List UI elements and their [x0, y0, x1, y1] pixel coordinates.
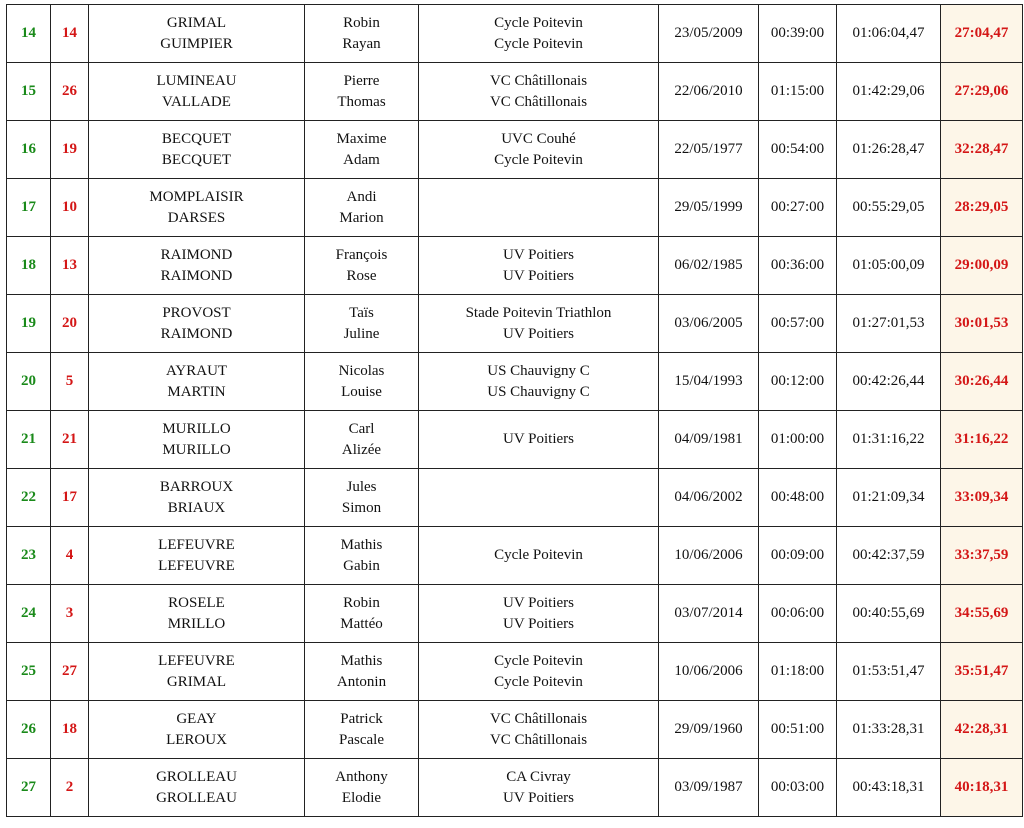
- clubs-cell: [419, 469, 659, 527]
- date-cell: 03/07/2014: [659, 585, 759, 643]
- final-time-cell: 27:04,47: [941, 5, 1023, 63]
- handicap-cell: 00:39:00: [759, 5, 837, 63]
- names-cell-line: VALLADE: [162, 93, 231, 110]
- names-cell-line: MRILLO: [167, 615, 226, 632]
- firstnames-cell-line: Nicolas: [338, 362, 385, 379]
- clubs-cell: [419, 701, 659, 759]
- firstnames-cell-line: Robin: [343, 14, 380, 31]
- time-cell: 00:42:26,44: [837, 353, 941, 411]
- names-cell: [89, 237, 305, 295]
- final-time-cell: 42:28,31: [941, 701, 1023, 759]
- results-body: [7, 5, 1023, 817]
- table-row: [7, 295, 1023, 353]
- time-cell: 01:33:28,31: [837, 701, 941, 759]
- clubs-cell-line: VC Châtillonais: [489, 72, 588, 89]
- rank-cell: 15: [7, 63, 51, 121]
- bib-cell: 20: [51, 295, 89, 353]
- final-time-cell: 33:37,59: [941, 527, 1023, 585]
- firstnames-cell-line: Jules: [346, 478, 377, 495]
- rank-cell: 20: [7, 353, 51, 411]
- firstnames-cell-line: Thomas: [337, 93, 386, 110]
- final-time-cell: 35:51,47: [941, 643, 1023, 701]
- rank-cell: 16: [7, 121, 51, 179]
- clubs-cell: [419, 643, 659, 701]
- rank-cell: 27: [7, 759, 51, 817]
- names-cell: [89, 121, 305, 179]
- clubs-cell-line: UVC Couhé: [501, 130, 576, 147]
- date-cell: 22/06/2010: [659, 63, 759, 121]
- names-cell-line: BRIAUX: [167, 499, 226, 516]
- date-cell: 15/04/1993: [659, 353, 759, 411]
- clubs-cell-line: UV Poitiers: [503, 325, 574, 342]
- clubs-cell-line: Cycle Poitevin: [494, 35, 583, 52]
- clubs-cell: [419, 527, 659, 585]
- firstnames-cell: [305, 643, 419, 701]
- table-row: [7, 63, 1023, 121]
- clubs-cell: [419, 63, 659, 121]
- handicap-cell: 00:57:00: [759, 295, 837, 353]
- final-time-cell: 28:29,05: [941, 179, 1023, 237]
- table-row: [7, 585, 1023, 643]
- names-cell-line: MURILLO: [162, 420, 231, 437]
- rank-cell: 23: [7, 527, 51, 585]
- clubs-cell-line: UV Poitiers: [503, 594, 574, 611]
- names-cell-line: GEAY: [176, 710, 217, 727]
- firstnames-cell: [305, 237, 419, 295]
- clubs-cell: [419, 353, 659, 411]
- names-cell-line: RAIMOND: [160, 246, 233, 263]
- handicap-cell: 00:06:00: [759, 585, 837, 643]
- firstnames-cell-line: Anthony: [335, 768, 388, 785]
- bib-cell: 5: [51, 353, 89, 411]
- handicap-cell: 01:00:00: [759, 411, 837, 469]
- clubs-cell: [419, 411, 659, 469]
- firstnames-cell-line: Andi: [346, 188, 377, 205]
- firstnames-cell-line: Mattéo: [340, 615, 383, 632]
- firstnames-cell: [305, 179, 419, 237]
- names-cell-line: GROLLEAU: [156, 789, 237, 806]
- clubs-cell: [419, 5, 659, 63]
- firstnames-cell-line: Taïs: [349, 304, 374, 321]
- time-cell: 01:06:04,47: [837, 5, 941, 63]
- clubs-cell-line: US Chauvigny C: [487, 383, 590, 400]
- firstnames-cell: [305, 63, 419, 121]
- names-cell-line: GROLLEAU: [156, 768, 237, 785]
- names-cell: [89, 179, 305, 237]
- rank-cell: 17: [7, 179, 51, 237]
- bib-cell: 21: [51, 411, 89, 469]
- date-cell: 03/06/2005: [659, 295, 759, 353]
- names-cell-line: GUIMPIER: [160, 35, 233, 52]
- clubs-cell-line: Cycle Poitevin: [494, 14, 583, 31]
- firstnames-cell-line: Patrick: [340, 710, 383, 727]
- table-row: [7, 5, 1023, 63]
- table-row: [7, 411, 1023, 469]
- handicap-cell: 00:54:00: [759, 121, 837, 179]
- clubs-cell: [419, 759, 659, 817]
- handicap-cell: 00:27:00: [759, 179, 837, 237]
- final-time-cell: 29:00,09: [941, 237, 1023, 295]
- names-cell: [89, 469, 305, 527]
- names-cell-line: GRIMAL: [166, 14, 227, 31]
- firstnames-cell: [305, 5, 419, 63]
- firstnames-cell: [305, 527, 419, 585]
- clubs-cell: [419, 237, 659, 295]
- bib-cell: 3: [51, 585, 89, 643]
- firstnames-cell: [305, 411, 419, 469]
- time-cell: 01:26:28,47: [837, 121, 941, 179]
- clubs-cell-line: CA Civray: [506, 768, 571, 785]
- table-row: [7, 759, 1023, 817]
- firstnames-cell: [305, 353, 419, 411]
- final-time-cell: 30:01,53: [941, 295, 1023, 353]
- handicap-cell: 01:15:00: [759, 63, 837, 121]
- time-cell: 01:42:29,06: [837, 63, 941, 121]
- table-row: [7, 469, 1023, 527]
- names-cell-line: AYRAUT: [165, 362, 228, 379]
- rank-cell: 19: [7, 295, 51, 353]
- firstnames-cell-line: Rayan: [342, 35, 381, 52]
- clubs-cell-line: VC Châtillonais: [489, 731, 588, 748]
- date-cell: 29/05/1999: [659, 179, 759, 237]
- firstnames-cell: [305, 585, 419, 643]
- bib-cell: 2: [51, 759, 89, 817]
- rank-cell: 22: [7, 469, 51, 527]
- date-cell: 23/05/2009: [659, 5, 759, 63]
- firstnames-cell: [305, 121, 419, 179]
- bib-cell: 27: [51, 643, 89, 701]
- names-cell-line: ROSELE: [168, 594, 225, 611]
- date-cell: 29/09/1960: [659, 701, 759, 759]
- date-cell: 04/06/2002: [659, 469, 759, 527]
- date-cell: 06/02/1985: [659, 237, 759, 295]
- clubs-cell-line: Stade Poitevin Triathlon: [465, 304, 612, 321]
- clubs-cell-line: US Chauvigny C: [487, 362, 590, 379]
- time-cell: 01:53:51,47: [837, 643, 941, 701]
- time-cell: 00:55:29,05: [837, 179, 941, 237]
- rank-cell: 25: [7, 643, 51, 701]
- final-time-cell: 34:55,69: [941, 585, 1023, 643]
- clubs-cell-line: UV Poitiers: [503, 431, 574, 447]
- table-row: [7, 121, 1023, 179]
- firstnames-cell: [305, 469, 419, 527]
- time-cell: 00:42:37,59: [837, 527, 941, 585]
- clubs-cell: [419, 121, 659, 179]
- handicap-cell: 00:51:00: [759, 701, 837, 759]
- clubs-cell-line: UV Poitiers: [503, 615, 574, 632]
- bib-cell: 13: [51, 237, 89, 295]
- firstnames-cell-line: Gabin: [343, 557, 380, 574]
- names-cell-line: BARROUX: [159, 478, 234, 495]
- table-row: [7, 527, 1023, 585]
- clubs-cell-line: Cycle Poitevin: [494, 673, 583, 690]
- firstnames-cell-line: Simon: [341, 499, 382, 516]
- time-cell: 00:40:55,69: [837, 585, 941, 643]
- names-cell-line: RAIMOND: [160, 267, 233, 284]
- clubs-cell: [419, 585, 659, 643]
- handicap-cell: 00:36:00: [759, 237, 837, 295]
- names-cell: [89, 759, 305, 817]
- firstnames-cell-line: Elodie: [341, 789, 382, 806]
- names-cell-line: LUMINEAU: [156, 72, 237, 89]
- time-cell: 01:31:16,22: [837, 411, 941, 469]
- firstnames-cell: [305, 295, 419, 353]
- clubs-cell-line: VC Châtillonais: [489, 710, 588, 727]
- firstnames-cell-line: François: [335, 246, 388, 263]
- time-cell: 01:05:00,09: [837, 237, 941, 295]
- bib-cell: 17: [51, 469, 89, 527]
- names-cell: [89, 701, 305, 759]
- clubs-cell-line: UV Poitiers: [503, 789, 574, 806]
- handicap-cell: 00:12:00: [759, 353, 837, 411]
- bib-cell: 18: [51, 701, 89, 759]
- time-cell: 00:43:18,31: [837, 759, 941, 817]
- date-cell: 22/05/1977: [659, 121, 759, 179]
- table-row: [7, 179, 1023, 237]
- final-time-cell: 40:18,31: [941, 759, 1023, 817]
- names-cell-line: RAIMOND: [160, 325, 233, 342]
- clubs-cell-line: Cycle Poitevin: [494, 652, 583, 669]
- names-cell: [89, 295, 305, 353]
- names-cell-line: DARSES: [167, 209, 226, 226]
- names-cell-line: LEFEUVRE: [158, 557, 235, 574]
- firstnames-cell-line: Juline: [343, 325, 380, 342]
- time-cell: 01:21:09,34: [837, 469, 941, 527]
- firstnames-cell: [305, 759, 419, 817]
- date-cell: 10/06/2006: [659, 527, 759, 585]
- clubs-cell-line: Cycle Poitevin: [494, 547, 583, 563]
- handicap-cell: 00:09:00: [759, 527, 837, 585]
- firstnames-cell-line: Carl: [348, 420, 375, 437]
- table-row: [7, 237, 1023, 295]
- rank-cell: 21: [7, 411, 51, 469]
- bib-cell: 26: [51, 63, 89, 121]
- names-cell: [89, 5, 305, 63]
- names-cell-line: BECQUET: [161, 151, 232, 168]
- final-time-cell: 32:28,47: [941, 121, 1023, 179]
- bib-cell: 19: [51, 121, 89, 179]
- rank-cell: 26: [7, 701, 51, 759]
- final-time-cell: 33:09,34: [941, 469, 1023, 527]
- date-cell: 04/09/1981: [659, 411, 759, 469]
- handicap-cell: 00:48:00: [759, 469, 837, 527]
- firstnames-cell-line: Marion: [339, 209, 384, 226]
- firstnames-cell-line: Adam: [343, 151, 380, 168]
- firstnames-cell: [305, 701, 419, 759]
- names-cell-line: GRIMAL: [166, 673, 227, 690]
- final-time-cell: 30:26,44: [941, 353, 1023, 411]
- names-cell-line: MARTIN: [167, 383, 226, 400]
- table-row: [7, 643, 1023, 701]
- bib-cell: 10: [51, 179, 89, 237]
- names-cell-line: PROVOST: [162, 304, 231, 321]
- table-row: [7, 353, 1023, 411]
- clubs-cell-line: VC Châtillonais: [489, 93, 588, 110]
- names-cell-line: MURILLO: [162, 441, 231, 458]
- names-cell-line: LEROUX: [166, 731, 227, 748]
- clubs-cell: [419, 179, 659, 237]
- firstnames-cell-line: Mathis: [340, 536, 383, 553]
- handicap-cell: 01:18:00: [759, 643, 837, 701]
- rank-cell: 18: [7, 237, 51, 295]
- clubs-cell-line: UV Poitiers: [503, 267, 574, 284]
- final-time-cell: 27:29,06: [941, 63, 1023, 121]
- bib-cell: 14: [51, 5, 89, 63]
- clubs-cell: [419, 295, 659, 353]
- firstnames-cell-line: Mathis: [340, 652, 383, 669]
- names-cell: [89, 585, 305, 643]
- clubs-cell-line: UV Poitiers: [503, 246, 574, 263]
- handicap-cell: 00:03:00: [759, 759, 837, 817]
- names-cell: [89, 353, 305, 411]
- names-cell-line: LEFEUVRE: [158, 652, 235, 669]
- firstnames-cell-line: Robin: [343, 594, 380, 611]
- firstnames-cell-line: Pascale: [339, 731, 384, 748]
- firstnames-cell-line: Alizée: [341, 441, 382, 458]
- time-cell: 01:27:01,53: [837, 295, 941, 353]
- names-cell-line: BECQUET: [161, 130, 232, 147]
- firstnames-cell-line: Antonin: [336, 673, 387, 690]
- firstnames-cell-line: Pierre: [343, 72, 380, 89]
- names-cell-line: MOMPLAISIR: [149, 188, 244, 205]
- final-time-cell: 31:16,22: [941, 411, 1023, 469]
- rank-cell: 24: [7, 585, 51, 643]
- rank-cell: 14: [7, 5, 51, 63]
- date-cell: 10/06/2006: [659, 643, 759, 701]
- results-table: [6, 4, 1023, 817]
- clubs-cell-line: Cycle Poitevin: [494, 151, 583, 168]
- bib-cell: 4: [51, 527, 89, 585]
- date-cell: 03/09/1987: [659, 759, 759, 817]
- table-row: [7, 701, 1023, 759]
- names-cell-line: LEFEUVRE: [158, 536, 235, 553]
- firstnames-cell-line: Maxime: [336, 130, 387, 147]
- names-cell: [89, 411, 305, 469]
- names-cell: [89, 527, 305, 585]
- names-cell: [89, 63, 305, 121]
- names-cell: [89, 643, 305, 701]
- firstnames-cell-line: Louise: [341, 383, 382, 400]
- firstnames-cell-line: Rose: [346, 267, 377, 284]
